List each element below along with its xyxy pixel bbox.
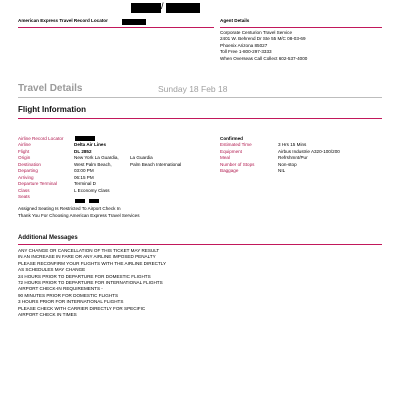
redacted-seat	[89, 199, 99, 203]
value-equipment: Airbus Industrie A320-100/200	[278, 148, 340, 154]
label-arriving: Arriving	[18, 174, 34, 180]
row-baggage	[220, 168, 285, 174]
value-baggage: NIL	[278, 168, 286, 173]
status-confirmed: Confirmed	[220, 136, 243, 141]
agent-address	[220, 30, 307, 62]
label-departure-terminal: Departure Terminal	[18, 181, 57, 186]
row-departure-terminal	[18, 181, 96, 187]
value-origin-airport: La Guardia	[130, 155, 153, 160]
value-number-of-stops: Non-stop	[278, 161, 297, 167]
travel-date: Sunday 18 Feb 18	[158, 84, 228, 94]
label-baggage: Baggage	[220, 168, 239, 173]
agent-line: Phoenix Arizona 85027	[220, 42, 268, 48]
label-number-of-stops: Number of Stops	[220, 161, 255, 167]
message-line: AS SCHEDULES MAY CHANGE	[18, 267, 86, 273]
message-line: PLEASE CHECK WITH CARRIER DIRECTLY FOR SPECIFIC	[18, 305, 146, 311]
agent-line: When Overseas Call Collect 602-537-4000	[220, 55, 308, 61]
label-destination: Destination	[18, 161, 41, 167]
row-equipment	[220, 149, 340, 155]
label-seats: Seats	[18, 194, 30, 199]
message-line: 90 MINUTES PRIOR FOR DOMESTIC FLIGHTS	[18, 292, 119, 298]
flight-info-rule	[18, 118, 382, 119]
value-airline: Delta Air Lines	[74, 142, 106, 147]
note-thank-you: Thank You For Choosing American Express Travel Services	[18, 212, 140, 218]
additional-messages-list	[18, 248, 166, 318]
value-destination-airport: Palm Beach International	[130, 161, 182, 167]
label-departing: Departing	[18, 168, 38, 173]
row-class	[18, 188, 110, 194]
message-line: AIRPORT CHECK IN TIMES	[18, 312, 77, 318]
additional-messages-title: Additional Messages	[18, 235, 78, 241]
record-locator-label: American Express Travel Record Locator	[18, 18, 108, 23]
top-slash: /	[161, 1, 164, 11]
row-destination	[18, 162, 181, 168]
header-rule-left	[18, 27, 214, 28]
value-estimated-time: 3 Hrs 15 Mins	[278, 142, 307, 147]
row-flight	[18, 149, 92, 155]
redacted-record-locator	[122, 19, 146, 25]
header-rule-right	[220, 27, 382, 28]
travel-details-title: Travel Details	[18, 83, 83, 94]
value-departure-terminal: Terminal D	[74, 181, 96, 186]
additional-messages-rule	[18, 244, 382, 245]
label-flight: Flight	[18, 148, 30, 154]
row-origin	[18, 155, 153, 161]
value-origin: New York La Guardia,	[74, 155, 119, 160]
agent-line: Toll Free 1-800-297-3333	[220, 49, 272, 55]
row-estimated-time	[220, 142, 306, 148]
row-arriving	[18, 175, 94, 181]
row-airline	[18, 142, 106, 148]
agent-line: Corporate Centurion Travel Service	[220, 30, 293, 35]
note-assigned-seating: Assigned Seating Is Restricted To Airport Check In	[18, 206, 121, 211]
travel-details-rule	[18, 97, 382, 98]
value-flight: DL 2852	[74, 148, 92, 154]
redacted-seat	[75, 199, 85, 203]
agent-line: 2401 W. Behrend Dr Ste 55 M/C 08-03-69	[220, 36, 306, 42]
message-line: 3 HOURS PRIOR FOR INTERNATIONAL FLIGHTS	[18, 299, 124, 305]
redacted-top-block	[131, 3, 161, 13]
agent-details-title: Agent Details	[220, 18, 250, 23]
label-origin: Origin	[18, 155, 31, 160]
message-line: ANY CHANGE OR CANCELLATION OF THIS TICKET MAY RESULT	[18, 248, 160, 253]
label-equipment: Equipment	[220, 148, 242, 154]
label-class: Class	[18, 187, 30, 193]
redacted-top-block	[166, 3, 200, 13]
label-airline-record-locator: Airline Record Locator	[18, 136, 64, 141]
redacted-airline-locator	[75, 136, 95, 141]
value-meal: Refrshmnt/Pur	[278, 155, 308, 160]
message-line: 24 HOURS PRIOR TO DEPARTURE FOR DOMESTIC FLIGHTS	[18, 273, 151, 279]
flight-information-title: Flight Information	[18, 105, 86, 114]
message-line: PLEASE RECONFIRM YOUR FLIGHTS WITH THE AIRLINE DIRECTLY	[18, 260, 167, 266]
row-departing	[18, 168, 94, 174]
value-destination: West Palm Beach,	[74, 161, 112, 167]
row-seats	[18, 194, 74, 200]
message-line: 72 HOURS PRIOR TO DEPARTURE FOR INTERNATIONAL FLIGHTS	[18, 280, 163, 286]
label-estimated-time: Estimated Time	[220, 142, 252, 147]
row-number-of-stops	[220, 162, 297, 168]
value-departing: 03:00 PM	[74, 168, 94, 173]
label-meal: Meal	[220, 155, 230, 160]
row-meal	[220, 155, 308, 161]
value-arriving: 06:15 PM	[74, 174, 94, 180]
label-airline: Airline	[18, 142, 31, 147]
message-line: AIRPORT CHECK-IN REQUIREMENTS -	[18, 286, 103, 292]
message-line: IN AN INCREASE IN FARE OR ANY AIRLINE IMPOSED PENALTY	[18, 254, 156, 260]
value-class: L Economy Class	[74, 187, 110, 193]
